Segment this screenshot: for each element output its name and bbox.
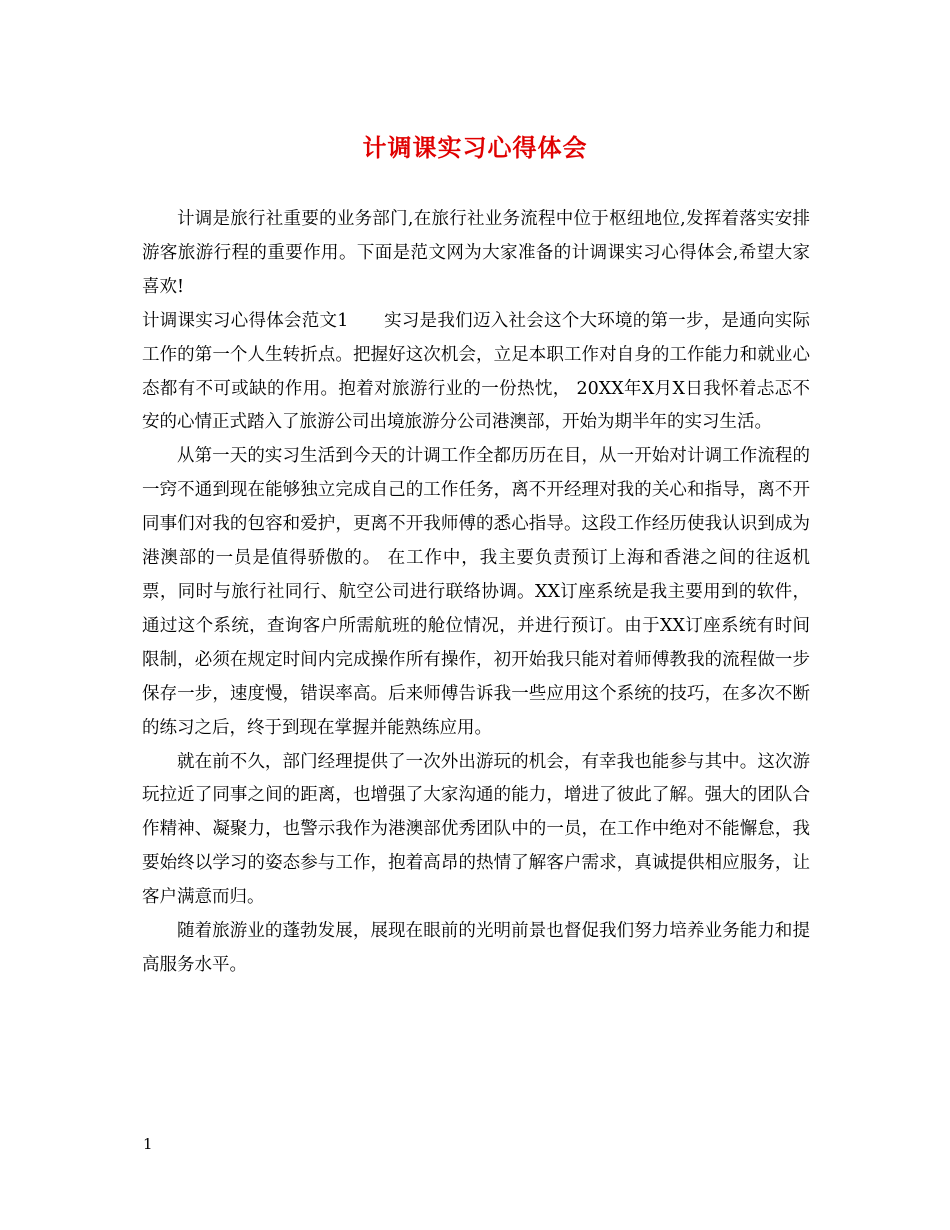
- sample-essay-paragraph-1: 计调课实习心得体会范文1 实习是我们迈入社会这个大环境的第一步，是通向实际工作的第一个人生转折点。把握好这次机会，立足本职工作对自身的工作能力和就业心态都有不可或缺的作用。抱着对旅游行业的一份热忱， 20XX年X月X日我怀着忐忑不安的心情正式踏入了旅游公司出境旅游分公司港澳部，开始为期半年的实习生活。: [142, 310, 810, 433]
- sample-essay-paragraph-4: 随着旅游业的蓬勃发展，展现在眼前的光明前景也督促我们努力培养业务能力和提高服务水平。: [142, 921, 810, 975]
- intro-paragraph: 计调是旅行社重要的业务部门,在旅行社业务流程中位于枢纽地位,发挥着落实安排游客旅游行程的重要作用。下面是范文网为大家准备的计调课实习心得体会,希望大家喜欢!: [142, 209, 810, 297]
- page-number: 1: [143, 1135, 153, 1153]
- sample-essay-paragraph-3: 就在前不久，部门经理提供了一次外出游玩的机会，有幸我也能参与其中。这次游玩拉近了同事之间的距离，也增强了大家沟通的能力，增进了彼此了解。强大的团队合作精神、凝聚力，也警示我作为港澳部优秀团队中的一员，在工作中绝对不能懈怠，我要始终以学习的姿态参与工作，抱着高昂的热情了解客户需求，真诚提供相应服务，让客户满意而归。: [142, 751, 810, 908]
- document-body: [142, 203, 810, 983]
- sample-essay-paragraph-2: 从第一天的实习生活到今天的计调工作全都历历在目，从一开始对计调工作流程的一窍不通到现在能够独立完成自己的工作任务，离不开经理对我的关心和指导，离不开同事们对我的包容和爱护，更离不开我师傅的悉心指导。这段工作经历使我认识到成为港澳部的一员是值得骄傲的。 在工作中，我主要负责预订上海和香港之间的往返机票，同时与旅行社同行、航空公司进行联络协调。XX订座系统是我主要用到的软件，通过这个系统，查询客户所需航班的舱位情况，并进行预订。由于XX订座系统有时间限制，必须在规定时间内完成操作所有操作，初开始我只能对着师傅教我的流程做一步保存一步，速度慢，错误率高。后来师傅告诉我一些应用这个系统的技巧，在多次不断的练习之后，终于到现在掌握并能熟练应用。: [142, 446, 810, 738]
- document-title: 计调课实习心得体会: [362, 133, 588, 162]
